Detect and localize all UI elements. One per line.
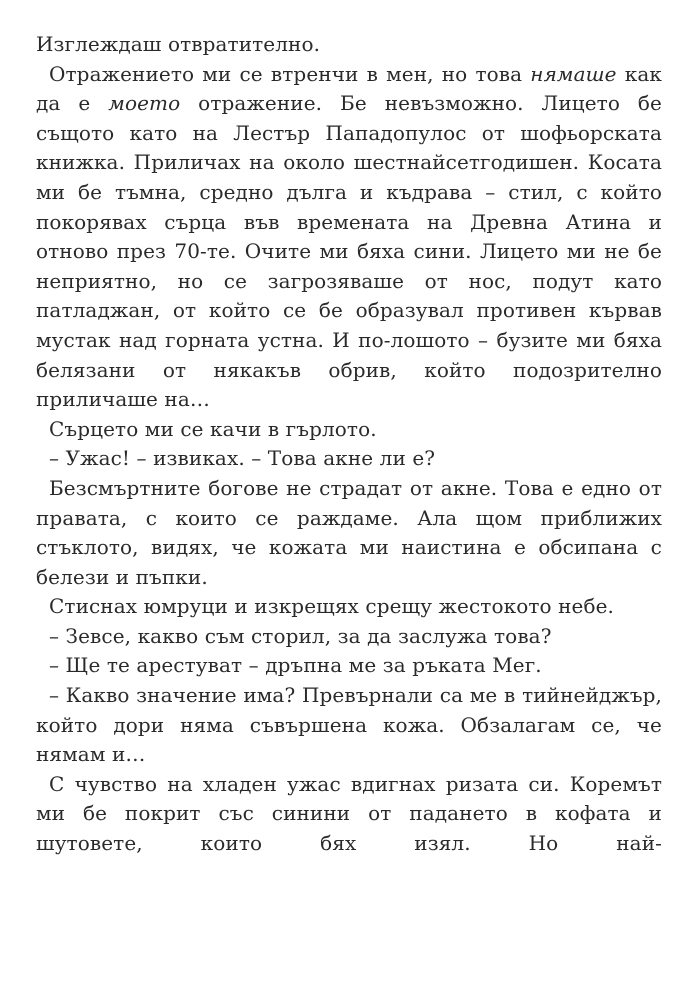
dialogue-line: – Зевсе, какво съм сторил, за да заслужа това? (49, 623, 552, 648)
paragraph: Безсмъртните богове не страдат от акне. Това е едно от правата, с които се раждаме. Ала щом приближих стъклото, видях, че кожата ми наистина е обсипана с белези и пъпки. (36, 475, 662, 589)
dialogue-line: – Ужас! – извиках. – Това акне ли е? (49, 446, 436, 471)
paragraph: Стиснах юмруци и изкрещях срещу жестокото небе. (49, 594, 614, 619)
paragraph: С чувство на хладен ужас вдигнах ризата си. Коремът ми бе покрит със синини от падането в кофата и шутовете, които бях изял. Но най- (36, 771, 662, 856)
paragraph: Отражението ми се втренчи в мен, но това нямаше как да е моето отражение. Бе невъзможно. Лицето бе същото като на Лестър Пападопулос от шофьорската книжка. Приличах на около шестнайсетгодишен. Косата ми бе тъмна, средно дълга и къдрава – стил, с който покорявах сърца във времената на Древна Атина и отново през 70-те. Очите ми бяха сини. Лицето ми не бе неприятно, но се загрозяваше от нос, подут като патладжан, от който се бе образувал противен кървав мустак над горната устна. И по-лошото – бузите ми бяха белязани от някакъв обрив, който подозрително приличаше на… (36, 61, 662, 412)
dialogue-line: – Какво значение има? Превърнали са ме в тийнейджър, който дори няма съвършена кожа. Обзалагам се, че нямам и… (36, 683, 662, 767)
emphasized-word: нямаше (530, 61, 617, 86)
paragraph: Сърцето ми се качи в гърлото. (49, 416, 377, 441)
emphasized-word: моето (108, 91, 181, 116)
paragraph: Изглеждаш отвратително. (36, 32, 321, 56)
dialogue-line: – Ще те арестуват – дръпна ме за ръката Мег. (49, 653, 542, 678)
